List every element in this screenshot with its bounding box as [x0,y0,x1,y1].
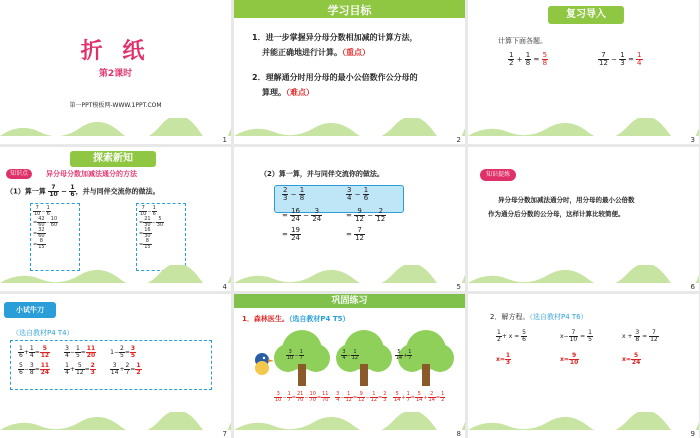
slide-6[interactable] [468,147,699,291]
question-label: 2．解方程。 [490,313,530,321]
question [242,314,349,324]
work-box-2: $\frac{7}{10}$ − $\frac{1}{6}$ = $\frac{21}{30}$ − $\frac{5}{30}$ = $\frac{16}{30}$ = $\frac{8}{15}$ [136,203,186,271]
page-number: 1 [222,136,227,144]
equation-1: $\frac{1}{2}$ + $\frac{1}{8}$ = $\frac{5}{8}$ [509,51,548,67]
slide-8[interactable] [234,294,465,438]
equation-3: x + $\frac{3}{8}$ = $\frac{7}{12}$ x= $\frac{5}{24}$ [622,329,658,366]
slide-header: 复习导入 [566,9,606,20]
page-number: 5 [456,283,461,291]
slide-header: 巩固练习 [331,296,368,306]
grass-decoration [0,412,231,430]
slide-5[interactable] [234,147,465,291]
page-number: 9 [690,430,695,438]
grass-decoration [468,118,699,136]
page-number: 4 [222,283,227,291]
slide-title: 折 纸 [80,39,151,64]
goal-2 [252,72,418,98]
slide-header-ribbon [548,6,624,24]
summary-line-1: 异分母分数加减法通分时，用分母的最小公倍数 [498,196,635,204]
question-tail: ，并与同伴交流你的做法。 [75,187,160,196]
page-number: 7 [222,430,227,438]
goal-2-line2: 算理。 [262,88,286,97]
slide-header: 探索新知 [93,153,133,164]
question-label: 1．森林医生。 [242,315,289,323]
practice-badge [4,302,56,318]
slide-3[interactable] [468,0,699,144]
page-number: 6 [690,283,695,291]
slide-1[interactable] [0,0,231,144]
goal-2-line1: 2．理解通分时用分母的最小公倍数作公分母的 [252,73,418,82]
page-number: 8 [456,430,461,438]
summary-line-2: 作为通分后分数的公分母，这样计算比较简便。 [488,210,625,218]
question [490,312,588,322]
knowledge-badge [6,169,32,179]
equation-1: $\frac{1}{2}$ + x = $\frac{5}{6}$ x= $\frac{1}{3}$ [496,329,526,366]
source-note: （选自教材P4 T4） [12,329,74,337]
slide-header-bar [234,294,465,308]
equation-2: x− $\frac{7}{10}$ = $\frac{1}{5}$ x= $\frac{9}{10}$ [560,329,592,366]
question-prefix: （1）算一算 [6,187,46,196]
slide-9[interactable] [468,294,699,438]
work-box-1: $\frac{7}{10}$ − $\frac{1}{6}$ = $\frac{42}{60}$ − $\frac{10}{60}$ = $\frac{32}{60}$ = $\frac{8}{15}$ [30,203,80,271]
grass-decoration [0,265,231,283]
slide-2[interactable] [234,0,465,144]
grass-decoration [468,412,699,430]
goal-2-tag: （难点） [286,88,314,97]
summary-badge-label: 知识提炼 [486,171,511,178]
goal-1 [252,32,418,58]
topic: 异分母分数加减法通分的方法 [46,170,137,178]
exercise-grid: $\frac{1}{6}$ + $\frac{1}{4}$ = $\frac{5}{12}$ $\frac{3}{4}$ − $\frac{1}{5}$ = $\frac{11}{20}$ 1− $\frac{2}{5}$ = $\frac{3}{5}$ $\frac{5}{6}$ − $\frac{3}{8}$ = $\frac{11}{24}$ $\frac{1}{4}$ + $\frac{5}{12}$ = $\frac{2}{3}$ $\frac{3}{14}$ + $\frac{2}{7}$ = $\frac{1}{2}$ [19,345,141,376]
answer-row: $\frac{3}{10}$ − $\frac{1}{7}$ = $\frac{21}{70}$ − $\frac{10}{70}$ = $\frac{11}{70}$ $\frac{3}{4}$ − $\frac{1}{12}$ = $\frac{9}{12}$ − $\frac{1}{12}$ = $\frac{2}{3}$ $\frac{5}{14}$ + $\frac{1}{7}$ = $\frac{5}{14}$ + $\frac{2}{14}$ = $\frac{1}{2}$ [275,391,445,403]
question: （1）算一算 $\frac{7}{10}$ − $\frac{1}{6}$ ，并与同伴交流你的做法。 [6,184,160,198]
goal-1-tag: （重点） [342,48,370,57]
slide-header-bar [234,0,465,18]
grass-decoration [234,118,465,136]
knowledge-badge-label: 知识点 [10,170,29,177]
slide-header-ribbon [70,151,156,167]
page-number: 3 [690,136,695,144]
slide-subtitle: 第2课时 [98,69,133,79]
goal-1-line1: 1．进一步掌握异分母分数相加减的计算方法， [252,33,418,42]
summary-badge [480,169,516,181]
prompt: 计算下面各题。 [498,37,547,45]
grass-decoration [234,412,465,430]
slide-footer-text: 第一PPT模板网-WWW.1PPT.COM [69,102,162,109]
grass-decoration [468,265,699,283]
slide-header: 学习目标 [327,4,372,17]
source-note: （选自教材P4 T6） [529,313,588,321]
question: （2）算一算，并与同伴交流你的做法。 [260,170,384,178]
tree-fractions: $\frac{3}{10}$ − $\frac{1}{7}$ $\frac{3}{4}$ − $\frac{1}{12}$ $\frac{5}{14}$ + $\frac{1}{7}$ [287,349,412,361]
practice-badge-label: 小试牛刀 [16,306,44,314]
work-col-1: $\frac{2}{3}$ − $\frac{1}{8}$ = $\frac{16}{24}$ − $\frac{3}{24}$ = $\frac{19}{24}$ [282,186,322,242]
page-number: 2 [456,136,461,144]
source-note: （选自教材P4 T5） [288,315,350,323]
work-col-2: $\frac{3}{4}$ − $\frac{1}{6}$ = $\frac{9}{12}$ − $\frac{2}{12}$ = $\frac{7}{12}$ [346,186,386,242]
equation-2: $\frac{7}{12}$ − $\frac{1}{3}$ = $\frac{1}{4}$ [599,51,642,67]
slide-4[interactable] [0,147,231,291]
goal-1-line2: 并能正确地进行计算。 [262,48,342,57]
slide-7[interactable] [0,294,231,438]
grass-decoration [234,265,465,283]
woodpecker-icon [250,350,274,376]
grass-decoration [0,118,231,136]
